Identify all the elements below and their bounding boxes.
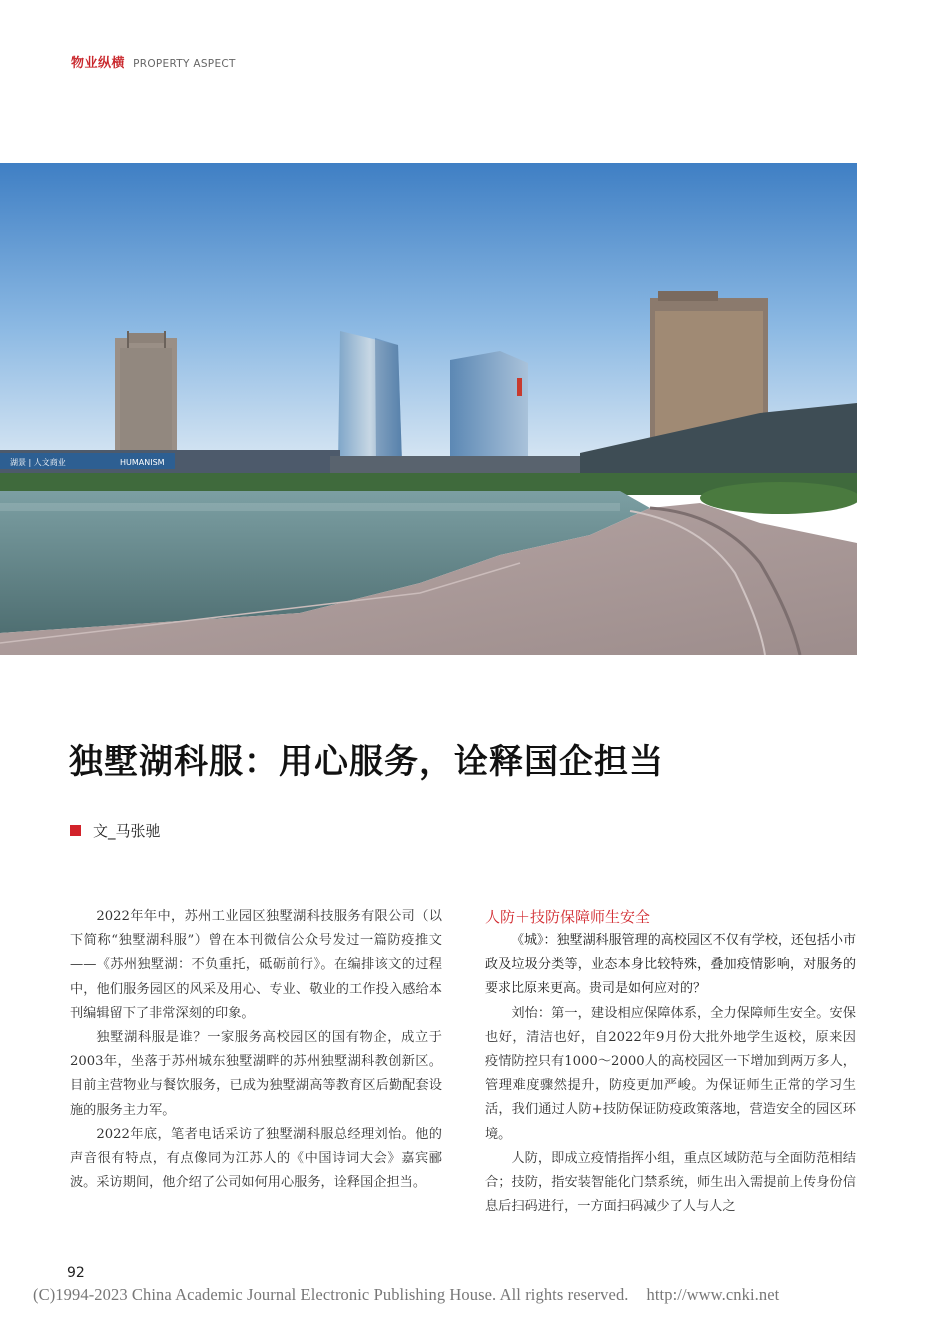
paragraph: 2022年年中，苏州工业园区独墅湖科技服务有限公司（以下简称“独墅湖科服”）曾在本刊微信公众号发过一篇防疫推文——《苏州独墅湖：不负重托，砥砺前行》。在编排该文的过程中，他们服务园区的风采及用心、专业、敬业的工作投入感给本刊编辑留下了非常深刻的印象。	[70, 909, 442, 1021]
section-name-en: PROPERTY ASPECT	[133, 58, 236, 70]
page-number: 92	[67, 1265, 85, 1281]
middle-glass-tower	[338, 331, 402, 463]
section-heading: 人防＋技防保障师生安全	[485, 908, 651, 926]
sign-text-2: HUMANISM	[120, 458, 165, 467]
red-square-marker	[70, 825, 81, 836]
copyright-line	[33, 1285, 779, 1305]
article-title: 独墅湖科服：用心服务，诠释国企担当	[69, 742, 664, 782]
running-header	[71, 52, 236, 71]
sign-text-1: 湖景 | 人文商业	[10, 458, 66, 467]
copyright-text: (C)1994-2023 China Academic Journal Electronic Publishing House. All rights reserved.	[33, 1285, 629, 1304]
paragraph: 人防，即成立疫情指挥小组，重点区域防范与全面防范相结合；技防，指安装智能化门禁系统，师生出入需提前上传身份信息后扫码进行，一方面扫码减少了人与人之	[485, 1150, 856, 1215]
byline	[70, 820, 161, 841]
section-name-cn: 物业纵横	[71, 56, 126, 71]
cnki-url: http://www.cnki.net	[646, 1285, 780, 1304]
left-tower	[115, 331, 177, 458]
right-glass-tower	[450, 351, 528, 463]
article-photo	[0, 163, 857, 655]
paragraph: 独墅湖科服是谁？一家服务高校园区的国有物企，成立于2003年，坐落于苏州城东独墅湖畔的苏州独墅湖科教创新区。目前主营物业与餐饮服务，已成为独墅湖高等教育区后勤配套设施的服务主力军。	[70, 1030, 442, 1118]
left-column	[70, 905, 442, 1195]
author: 文_马张驰	[93, 822, 161, 840]
interview-question: 《城》：独墅湖科服管理的高校园区不仅有学校，还包括小市政及垃圾分类等，业态本身比较特殊，叠加疫情影响，对服务的要求比原来更高。贵司是如何应对的？	[485, 933, 856, 997]
paragraph: 2022年底，笔者电话采访了独墅湖科服总经理刘怡。他的声音很有特点，有点像同为江苏人的《中国诗词大会》嘉宾郦波。采访期间，他介绍了公司如何用心服务，诠释国企担当。	[70, 1126, 442, 1191]
right-column	[485, 905, 856, 1219]
paragraph: 刘怡：第一，建设相应保障体系，全力保障师生安全。安保也好，清洁也好，自2022年9月份大批外地学生返校，原来因疫情防控只有1000～2000人的高校园区一下增加到两万多人，管理难度骤然提升，防疫更加严峻。为保证师生正常的学习生活，我们通过人防+技防保证防疫政策落地，营造安全的园区环境。	[485, 1005, 856, 1142]
